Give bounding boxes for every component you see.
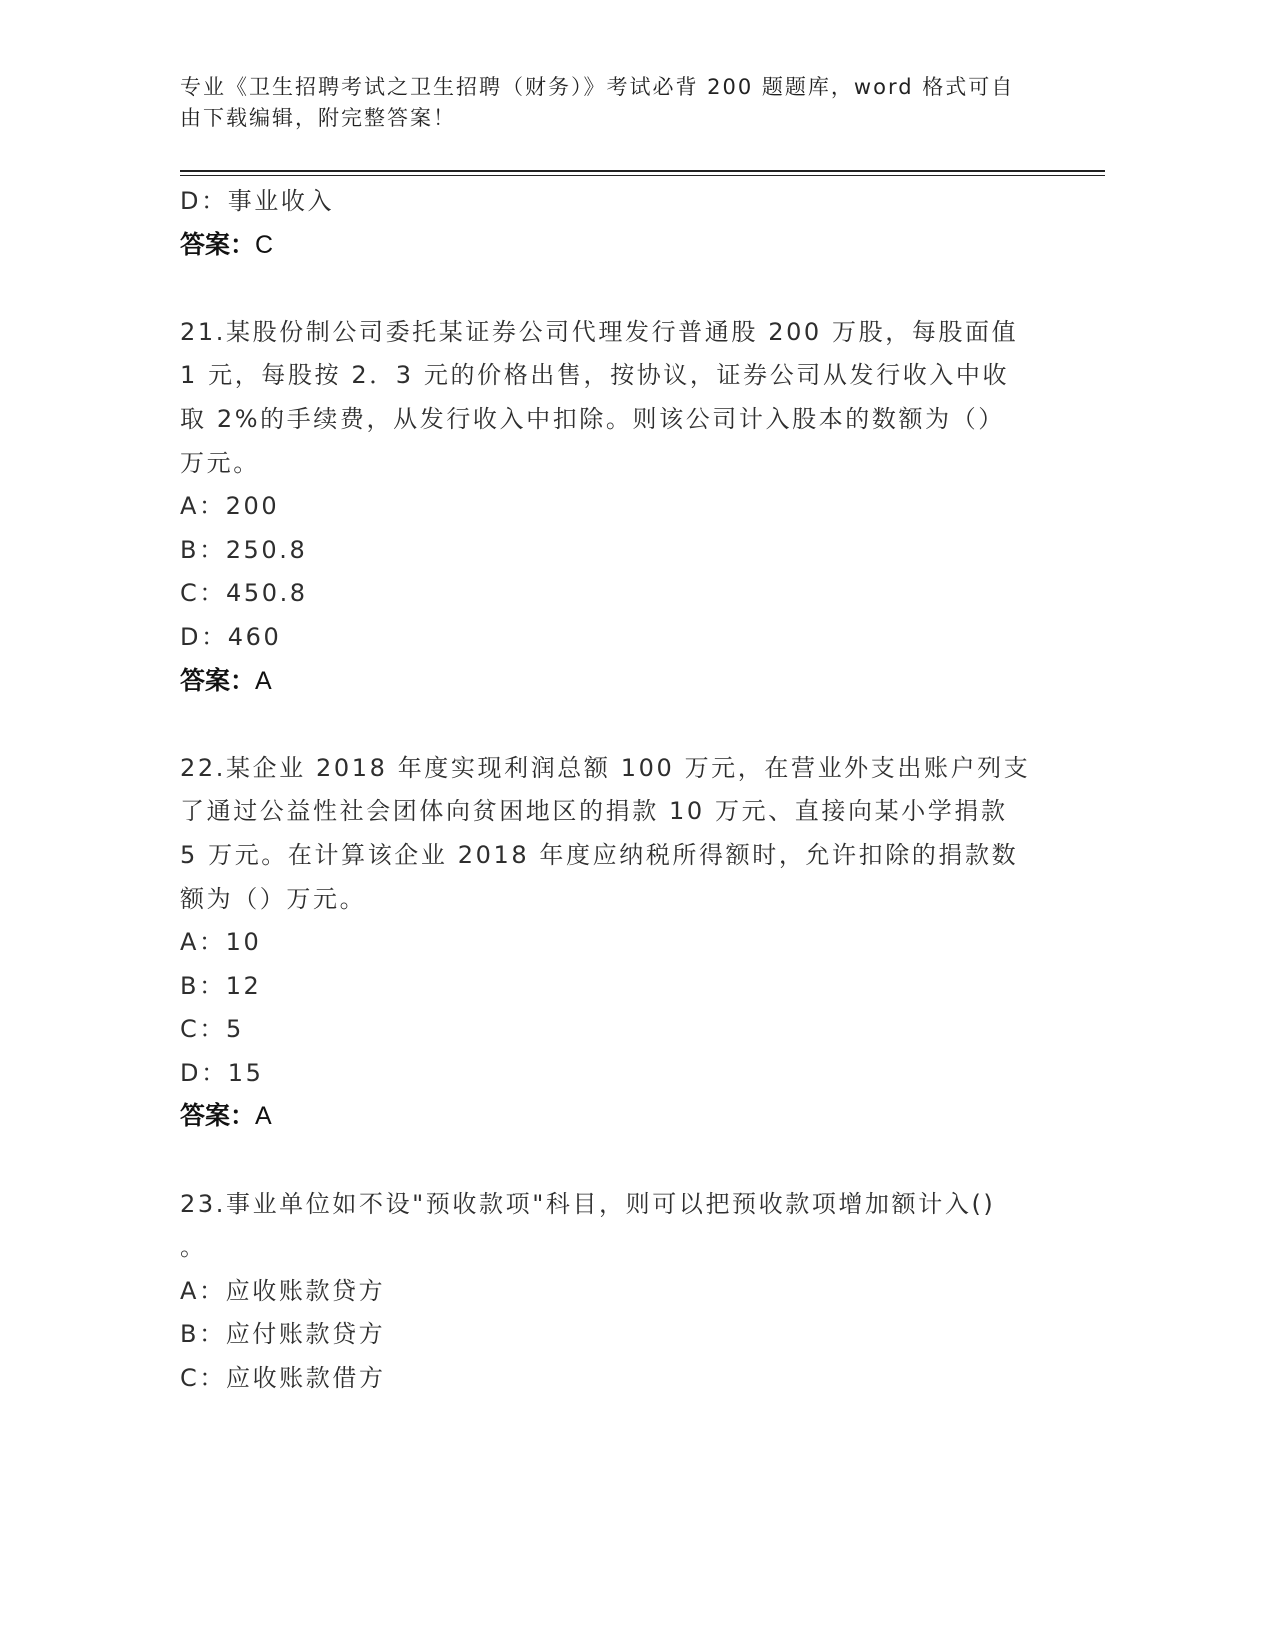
question-text-line: 取 2%的手续费，从发行收入中扣除。则该公司计入股本的数额为（）	[180, 404, 1005, 433]
option-c	[180, 1008, 1110, 1052]
option-text: 460	[227, 622, 282, 651]
answer-label: 答案：	[180, 1102, 256, 1131]
header-divider	[180, 170, 1105, 176]
question-text-line: 1 元，每股按 2．3 元的价格出售，按协议，证券公司从发行收入中收	[180, 361, 1010, 390]
option-c	[180, 1357, 1110, 1401]
option-text: 10	[225, 928, 262, 957]
header-line: 由下载编辑，附完整答案！	[180, 106, 456, 130]
option-text: 250.8	[225, 535, 308, 564]
option-separator: ：	[199, 535, 226, 564]
option-d	[180, 180, 1110, 224]
answer-value: A	[255, 1102, 272, 1131]
option-a	[180, 1270, 1110, 1314]
option-separator: ：	[201, 187, 228, 215]
option-c	[180, 572, 1110, 616]
answer-line	[180, 660, 1110, 704]
option-text: 应付账款贷方	[225, 1320, 386, 1349]
option-key: D	[180, 622, 202, 651]
option-separator: ：	[199, 1276, 226, 1305]
option-text: 12	[225, 971, 262, 1000]
answer-line	[180, 1095, 1110, 1139]
question-block	[180, 1183, 1110, 1401]
option-key: C	[180, 1015, 200, 1044]
option-key: A	[180, 928, 200, 957]
document-header	[180, 72, 1110, 134]
option-a	[180, 921, 1110, 965]
option-text: 事业收入	[227, 187, 335, 215]
option-separator: ：	[199, 1015, 226, 1044]
option-separator: ：	[199, 492, 226, 521]
answer-label: 答案：	[180, 666, 256, 695]
option-separator: ：	[201, 1058, 228, 1087]
question-block	[180, 311, 1110, 703]
option-key: A	[180, 492, 200, 521]
question-text-line: 额为（）万元。	[180, 884, 367, 913]
answer-value: C	[255, 230, 274, 259]
option-text: 应收账款贷方	[225, 1276, 386, 1305]
question-text-line: 。	[180, 1233, 207, 1262]
question-block	[180, 747, 1110, 1139]
option-separator: ：	[199, 1320, 226, 1349]
question-text-line: 21.某股份制公司委托某证券公司代理发行普通股 200 万股，每股面值	[180, 317, 1019, 346]
option-text: 15	[227, 1058, 264, 1087]
option-key: B	[180, 535, 200, 564]
option-key: D	[180, 1058, 202, 1087]
option-key: A	[180, 1276, 200, 1305]
question-text-line: 了通过公益性社会团体向贫困地区的捐款 10 万元、直接向某小学捐款	[180, 797, 1008, 826]
option-separator: ：	[199, 1364, 226, 1393]
question-block-continued	[180, 180, 1110, 267]
option-key: B	[180, 971, 200, 1000]
option-b	[180, 965, 1110, 1009]
option-separator: ：	[199, 971, 226, 1000]
answer-label: 答案：	[180, 230, 256, 259]
option-separator: ：	[199, 579, 226, 608]
option-text: 应收账款借方	[225, 1364, 386, 1393]
option-key: C	[180, 579, 200, 608]
option-b	[180, 529, 1110, 573]
option-key: C	[180, 1364, 200, 1393]
question-text-line: 23.事业单位如不设"预收款项"科目，则可以把预收款项增加额计入()	[180, 1189, 996, 1218]
option-b	[180, 1313, 1110, 1357]
option-key: D	[180, 187, 202, 215]
answer-value: A	[255, 666, 272, 695]
option-key: B	[180, 1320, 200, 1349]
option-separator: ：	[201, 622, 228, 651]
option-d	[180, 616, 1110, 660]
option-separator: ：	[199, 928, 226, 957]
question-text-line: 22.某企业 2018 年度实现利润总额 100 万元，在营业外支出账户列支	[180, 753, 1031, 782]
answer-line	[180, 224, 1110, 268]
header-line: 专业《卫生招聘考试之卫生招聘（财务）》考试必背 200 题题库，word 格式可自	[180, 75, 1015, 99]
option-d	[180, 1052, 1110, 1096]
question-text-line: 5 万元。在计算该企业 2018 年度应纳税所得额时，允许扣除的捐款数	[180, 840, 1019, 869]
option-text: 200	[225, 492, 280, 521]
option-a	[180, 485, 1110, 529]
option-text: 450.8	[225, 579, 308, 608]
question-text-line: 万元。	[180, 448, 260, 477]
question-list	[180, 180, 1110, 1401]
option-text: 5	[225, 1015, 244, 1044]
